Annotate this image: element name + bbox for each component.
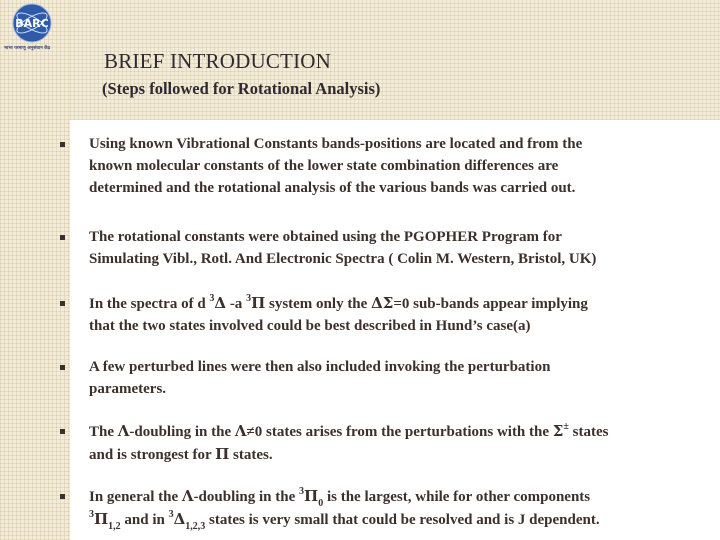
bullet-4-line-2: parameters. <box>89 381 167 397</box>
bullet-2-line-1: The rotational constants were obtained using the PGOPHER Program for <box>89 229 562 245</box>
text-segment: -doubling in the <box>129 424 235 440</box>
subscript: 1,2,3 <box>185 521 206 532</box>
greek-symbol: Λ <box>117 422 130 440</box>
greek-symbol: Λ <box>234 422 247 440</box>
subscript: 1,2 <box>108 521 121 532</box>
bullet-marker <box>60 301 65 306</box>
bullet-marker <box>60 235 65 240</box>
page-subtitle: (Steps followed for Rotational Analysis) <box>102 79 381 98</box>
text-segment: is the largest, while for other components <box>323 489 591 505</box>
barc-logo <box>2 2 64 64</box>
subscript: 0 <box>318 498 324 509</box>
bullet-item-6 <box>60 485 715 531</box>
text-segment: and in <box>120 512 169 528</box>
superscript: 3 <box>168 509 174 520</box>
greek-symbol: Λ <box>181 487 194 505</box>
bullet-item-1 <box>60 133 715 199</box>
bullet-marker <box>60 365 65 370</box>
bullet-1-line-2: known molecular constants of the lower state combination differences are <box>89 158 559 174</box>
text-segment: -a <box>226 296 247 312</box>
bullet-marker <box>60 142 65 147</box>
bullet-1-line-3: determined and the rotational analysis of the various bands was carried out. <box>89 180 576 196</box>
bullet-list <box>60 133 715 531</box>
greek-symbol: Π <box>94 510 109 528</box>
superscript: 3 <box>209 293 215 304</box>
barc-logo-icon <box>2 2 64 46</box>
superscript: ± <box>563 421 569 432</box>
page-title: BRIEF INTRODUCTION <box>104 49 332 73</box>
bullet-item-5 <box>60 420 715 466</box>
greek-symbol: Π <box>215 445 230 463</box>
bullet-item-3 <box>60 292 715 337</box>
text-segment: The <box>89 424 118 440</box>
text-segment: -doubling in the <box>193 489 300 505</box>
text-segment: In general the <box>89 489 182 505</box>
bullet-item-4 <box>60 356 715 400</box>
svg-text:BARC: BARC <box>15 17 49 30</box>
text-segment: =0 sub-bands appear implying <box>393 296 588 312</box>
bullet-1-line-1: Using known Vibrational Constants bands-positions are located and from the <box>89 136 583 152</box>
greek-symbol: Δ <box>173 510 186 528</box>
greek-symbol: Π <box>304 487 319 505</box>
superscript: 3 <box>89 509 94 520</box>
text-segment: states is very small that could be resolved and is J dependent. <box>205 512 600 528</box>
logo-caption: भाभा परमाणु अनुसंधान केंद्र <box>4 46 51 51</box>
text-segment: states. <box>229 447 273 463</box>
superscript: 3 <box>246 293 252 304</box>
bullet-marker <box>60 429 65 434</box>
bullet-item-2 <box>60 226 715 270</box>
greek-symbol: Π <box>251 294 266 312</box>
greek-symbol: ΔΣ <box>371 294 394 312</box>
text-segment: In the spectra of d <box>89 296 210 312</box>
text-segment: system only the <box>265 296 372 312</box>
greek-symbol: Δ <box>214 294 227 312</box>
bullet-3-line-2: that the two states involved could be best described in Hund’s case(a) <box>89 318 531 334</box>
superscript: 3 <box>299 486 305 497</box>
bullet-4-line-1: A few perturbed lines were then also included invoking the perturbation <box>89 359 551 375</box>
text-segment: states <box>568 424 609 440</box>
bullet-marker <box>60 494 65 499</box>
bullet-2-line-2: Simulating Vibl., Rotl. And Electronic Spectra ( Colin M. Western, Bristol, UK) <box>89 251 597 267</box>
greek-symbol: Σ <box>552 422 564 440</box>
text-segment: ≠0 states arises from the perturbations with the <box>246 424 553 440</box>
text-segment: and is strongest for <box>89 447 216 463</box>
